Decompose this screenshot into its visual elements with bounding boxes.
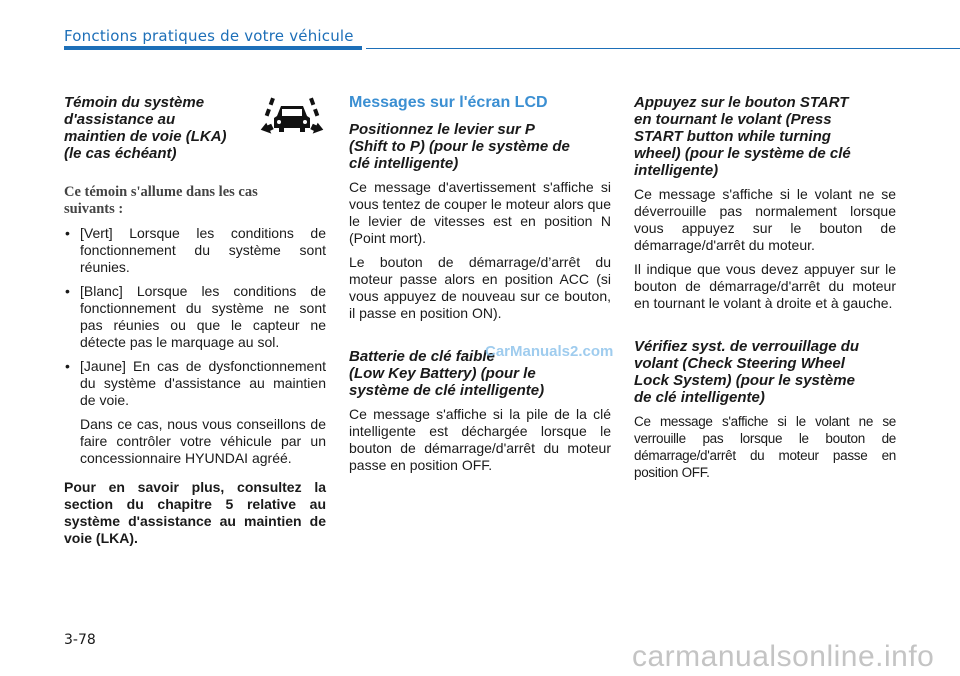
header-rule-thin xyxy=(366,48,960,49)
heading-line: clé intelligente) xyxy=(349,155,459,172)
column-lcd-messages xyxy=(349,94,614,474)
watermark: CarManuals2.com xyxy=(485,343,614,360)
list-item: • [Blanc] Lorsque les conditions de fonctionnement du système ne sont pas réunies ou que le capteur ne détecte pas le marquage au sol. xyxy=(64,283,326,351)
list-item: • [Jaune] En cas de dysfonctionnement du système d'assistance au maintien de voie. xyxy=(64,358,326,409)
steering-lock-paragraph: Ce message s'affiche si le volant ne se verrouille pas lorsque le bouton de démarrage/d'arrêt du moteur passe en position OFF. xyxy=(634,414,896,480)
heading-line: Vérifiez syst. de verrouillage du xyxy=(634,338,860,355)
heading-line: maintien de voie (LKA) xyxy=(64,128,227,145)
lka-heading xyxy=(64,94,244,162)
heading-line: START button while turning xyxy=(634,128,831,145)
press-start-paragraph-1: Ce message s'affiche si le volant ne se déverrouille pas normalement lorsque vous appuyez sur le bouton de démarrage/d'arrêt du moteur. xyxy=(634,186,896,253)
heading-line: intelligente) xyxy=(634,162,719,179)
steering-lock-heading xyxy=(634,338,896,406)
heading-line: (le cas échéant) xyxy=(64,145,177,162)
lka-dealer-paragraph: Dans ce cas, nous vous conseillons de faire contrôler votre véhicule par un concessionnaire HYUNDAI agréé. xyxy=(80,416,326,466)
heading-line: Appuyez sur le bouton START xyxy=(634,94,849,111)
heading-line: d'assistance au xyxy=(64,111,176,128)
press-start-heading xyxy=(634,94,896,179)
column-lka xyxy=(64,94,326,547)
low-key-battery-paragraph: Ce message s'affiche si la pile de la clé intelligente est déchargée lorsque le bouton de démarrage/d'arrêt du moteur passe en position OFF. xyxy=(349,406,611,473)
chapter-title: Fonctions pratiques de votre véhicule xyxy=(64,27,354,45)
heading-line: (Shift to P) (pour le système de xyxy=(349,138,570,155)
lka-bullet-list xyxy=(64,225,326,409)
header-rule-thick xyxy=(64,46,362,50)
lka-note: Pour en savoir plus, consultez la section du chapitre 5 relative au système d'assistance au maintien de voie (LKA). xyxy=(64,479,326,546)
shift-to-p-paragraph-2: Le bouton de démarrage/d’arrêt du moteur passe alors en position ACC (si vous appuyez de nouveau sur ce bouton, il passe en position ON). xyxy=(349,254,611,321)
heading-line: (Low Key Battery) (pour le xyxy=(349,365,536,382)
heading-line: de clé intelligente) xyxy=(634,389,765,406)
lead-line: suivants : xyxy=(64,201,124,217)
lane-keeping-assist-icon xyxy=(257,94,327,146)
page-number: 3-78 xyxy=(64,632,96,648)
heading-line: système de clé intelligente) xyxy=(349,382,545,399)
shift-to-p-paragraph-1: Ce message d'avertissement s'affiche si vous tentez de couper le moteur alors que le levier de vitesses est en position N (Point mort). xyxy=(349,179,611,246)
column-steering xyxy=(634,94,896,481)
shift-to-p-heading xyxy=(349,121,611,172)
footer-watermark: carmanualsonline.info xyxy=(632,640,935,673)
section-title: Messages sur l'écran LCD xyxy=(349,94,548,111)
heading-line: volant (Check Steering Wheel xyxy=(634,355,845,372)
heading-line: wheel) (pour le système de clé xyxy=(634,145,851,162)
press-start-paragraph-2: Il indique que vous devez appuyer sur le bouton de démarrage/d'arrêt du moteur en tournant le volant à droite et à gauche. xyxy=(634,261,896,311)
heading-line: Positionnez le levier sur P xyxy=(349,121,535,138)
heading-line: Lock System) (pour le système xyxy=(634,372,855,389)
heading-line: Batterie de clé faible xyxy=(349,348,495,365)
heading-line: Témoin du système xyxy=(64,94,205,111)
heading-line: en tournant le volant (Press xyxy=(634,111,832,128)
lka-lead xyxy=(64,184,326,218)
list-item: • [Vert] Lorsque les conditions de fonctionnement du système sont réunies. xyxy=(64,225,326,276)
lead-line: Ce témoin s'allume dans les cas xyxy=(64,184,258,200)
